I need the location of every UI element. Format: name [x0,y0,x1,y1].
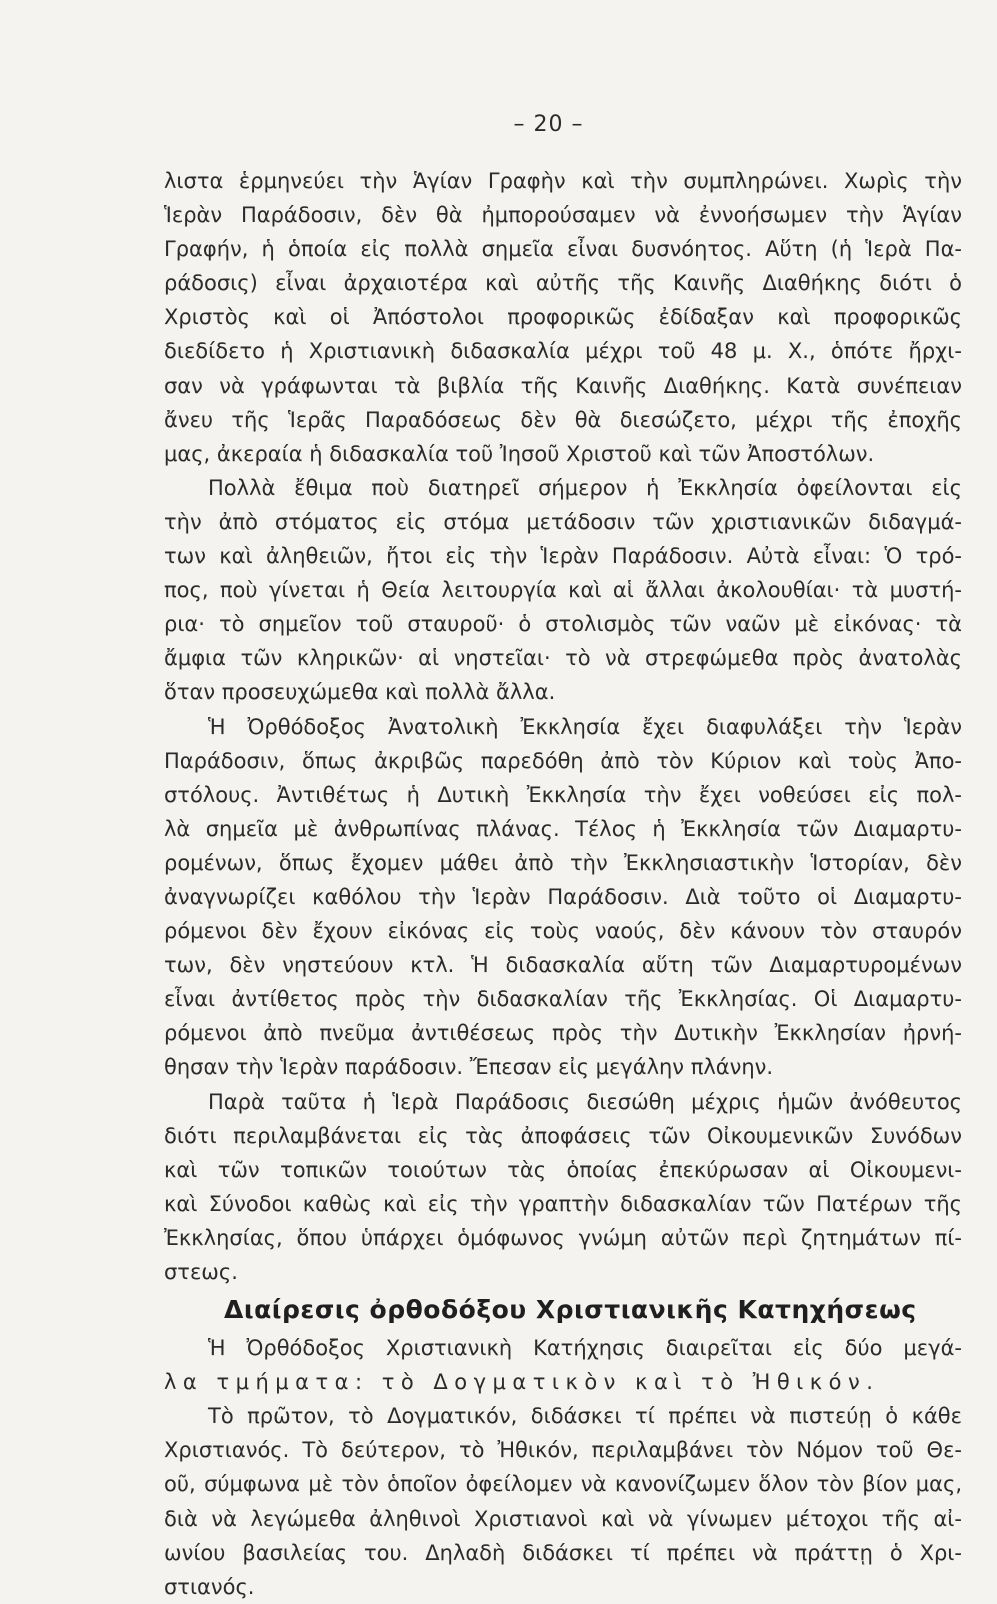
text-line: Χριστιανός. Τὸ δεύτερον, τὸ Ἠθικόν, περιλαμβάνει τὸν Νόμον τοῦ Θε- [164,1438,962,1463]
text-line: ρομένων, ὅπως ἔχομεν μάθει ἀπὸ τὴν Ἐκκλησιαστικὴν Ἱστορίαν, δὲν [164,850,962,875]
text-line: ρια· τὸ σημεῖον τοῦ σταυροῦ· ὁ στολισμὸς τῶν ναῶν μὲ εἰκόνας· τὰ [164,612,962,637]
document-body [164,164,962,1604]
text-line: λα τμήματα: τὸ Δογματικὸν καὶ τὸ Ἠθικόν. [164,1370,880,1395]
text-line: ρόμενοι δὲν ἔχουν εἰκόνας εἰς τοὺς ναούς, δὲν κάνουν τὸν σταυρόν [164,919,962,944]
text-line: καὶ Σύνοδοι καθὼς καὶ εἰς τὴν γραπτὴν διδασκαλίαν τῶν Πατέρων τῆς [164,1191,962,1216]
text-line: διὰ νὰ λεγώμεθα ἀληθινοὶ Χριστιανοὶ καὶ νὰ γίνωμεν μέτοχοι τῆς αἰ- [164,1506,962,1531]
text-line: Γραφήν, ἡ ὁποία εἰς πολλὰ σημεῖα εἶναι δυσνόητος. Αὕτη (ἡ Ἱερὰ Πα- [164,237,962,262]
text-line: Ἐκκλησίας, ὅπου ὑπάρχει ὁμόφωνος γνώμη αὐτῶν περὶ ζητημάτων πί- [164,1225,962,1250]
text-line: ἄνευ τῆς Ἱερᾶς Παραδόσεως δὲν θὰ διεσώζετο, μέχρι τῆς ἐποχῆς [164,407,962,432]
text-line: εἶναι ἀντίθετος πρὸς τὴν διδασκαλίαν τῆς Ἐκκλησίας. Οἱ Διαμαρτυ- [164,987,962,1012]
text-line: Χριστὸς καὶ οἱ Ἀπόστολοι προφορικῶς ἐδίδαξαν καὶ προφορικῶς [164,305,962,330]
text-line: καὶ τῶν τοπικῶν τοιούτων τὰς ὁποίας ἐπεκύρωσαν αἱ Οἰκουμενι- [164,1157,962,1182]
text-line: Ἡ Ὀρθόδοξος Ἀνατολικὴ Ἐκκλησία ἔχει διαφυλάξει τὴν Ἱερὰν [208,714,962,739]
text-line: ωνίου βασιλείας του. Δηλαδὴ διδάσκει τί πρέπει νὰ πράττῃ ὁ Χρι- [164,1540,962,1565]
text-line: ὅταν προσευχώμεθα καὶ πολλὰ ἄλλα. [164,680,556,705]
text-line: Παρὰ ταῦτα ἡ Ἱερὰ Παράδοσις διεσώθη μέχρις ἡμῶν ἀνόθευτος [208,1089,962,1114]
text-line: ἀναγνωρίζει καθόλου τὴν Ἱερὰν Παράδοσιν. Διὰ τοῦτο οἱ Διαμαρτυ- [164,884,962,909]
text-line: Παράδοσιν, ὅπως ἀκριβῶς παρεδόθη ἀπὸ τὸν Κύριον καὶ τοὺς Ἀπο- [164,748,962,773]
text-line: στιανός. [164,1574,255,1599]
section-heading: Διαίρεσις ὀρθοδόξου Χριστιανικῆς Κατηχήσεως [224,1295,917,1325]
text-line: στεως. [164,1260,238,1284]
text-line: διότι περιλαμβάνεται εἰς τὰς ἀποφάσεις τῶν Οἰκουμενικῶν Συνόδων [164,1123,962,1148]
text-line: ράδοσις) εἶναι ἀρχαιοτέρα καὶ αὐτῆς τῆς Καινῆς Διαθήκης διότι ὁ [164,271,962,296]
text-line: Ἱερὰν Παράδοσιν, δὲν θὰ ἠμπορούσαμεν νὰ ἐννοήσωμεν τὴν Ἁγίαν [164,203,962,228]
text-line: ἄμφια τῶν κληρικῶν· αἱ νηστεῖαι· τὸ νὰ στρεφώμεθα πρὸς ἀνατολὰς [164,646,962,671]
text-line: των καὶ ἀληθειῶν, ἤτοι εἰς τὴν Ἱερὰν Παράδοσιν. Αὐτὰ εἶναι: Ὁ τρό- [164,544,962,569]
text-line: Πολλὰ ἔθιμα ποὺ διατηρεῖ σήμερον ἡ Ἐκκλησία ὀφείλονται εἰς [208,475,962,500]
text-line: στόλους. Ἀντιθέτως ἡ Δυτικὴ Ἐκκλησία τὴν ἔχει νοθεύσει εἰς πολ- [164,782,962,807]
text-line: οῦ, σύμφωνα μὲ τὸν ὁποῖον ὀφείλομεν νὰ κανονίζωμεν ὅλον τὸν βίον μας, [164,1472,962,1497]
text-line: Ἡ Ὀρθόδοξος Χριστιανικὴ Κατήχησις διαιρεῖται εἰς δύο μεγά- [208,1336,962,1361]
text-line: διεδίδετο ἡ Χριστιανικὴ διδασκαλία μέχρι τοῦ 48 μ. Χ., ὁπότε ἤρχι- [164,339,962,364]
text-line: Τὸ πρῶτον, τὸ Δογματικόν, διδάσκει τί πρέπει νὰ πιστεύῃ ὁ κάθε [208,1404,962,1429]
text-line: θησαν τὴν Ἱερὰν παράδοσιν. Ἔπεσαν εἰς μεγάλην πλάνην. [164,1055,774,1080]
page-number: – 20 – [513,112,584,137]
text-line: μας, ἀκεραία ἡ διδασκαλία τοῦ Ἰησοῦ Χριστοῦ καὶ τῶν Ἀποστόλων. [164,441,875,466]
text-line: τὴν ἀπὸ στόματος εἰς στόμα μετάδοσιν τῶν χριστιανικῶν διδαγμά- [164,509,962,534]
text-line: λιστα ἑρμηνεύει τὴν Ἁγίαν Γραφὴν καὶ τὴν συμπληρώνει. Χωρὶς τὴν [164,169,962,193]
text-line: των, δὲν νηστεύουν κτλ. Ἡ διδασκαλία αὕτη τῶν Διαμαρτυρομένων [164,953,962,978]
text-line: σαν νὰ γράφωνται τὰ βιβλία τῆς Καινῆς Διαθήκης. Κατὰ συνέπειαν [164,373,962,398]
text-line: λὰ σημεῖα μὲ ἀνθρωπίνας πλάνας. Τέλος ἡ Ἐκκλησία τῶν Διαμαρτυ- [164,816,962,841]
text-line: πος, ποὺ γίνεται ἡ Θεία λειτουργία καὶ αἱ ἄλλαι ἀκολουθίαι· τὰ μυστή- [164,578,962,603]
text-line: ρόμενοι ἀπὸ πνεῦμα ἀντιθέσεως πρὸς τὴν Δυτικὴν Ἐκκλησίαν ἠρνή- [164,1021,962,1046]
